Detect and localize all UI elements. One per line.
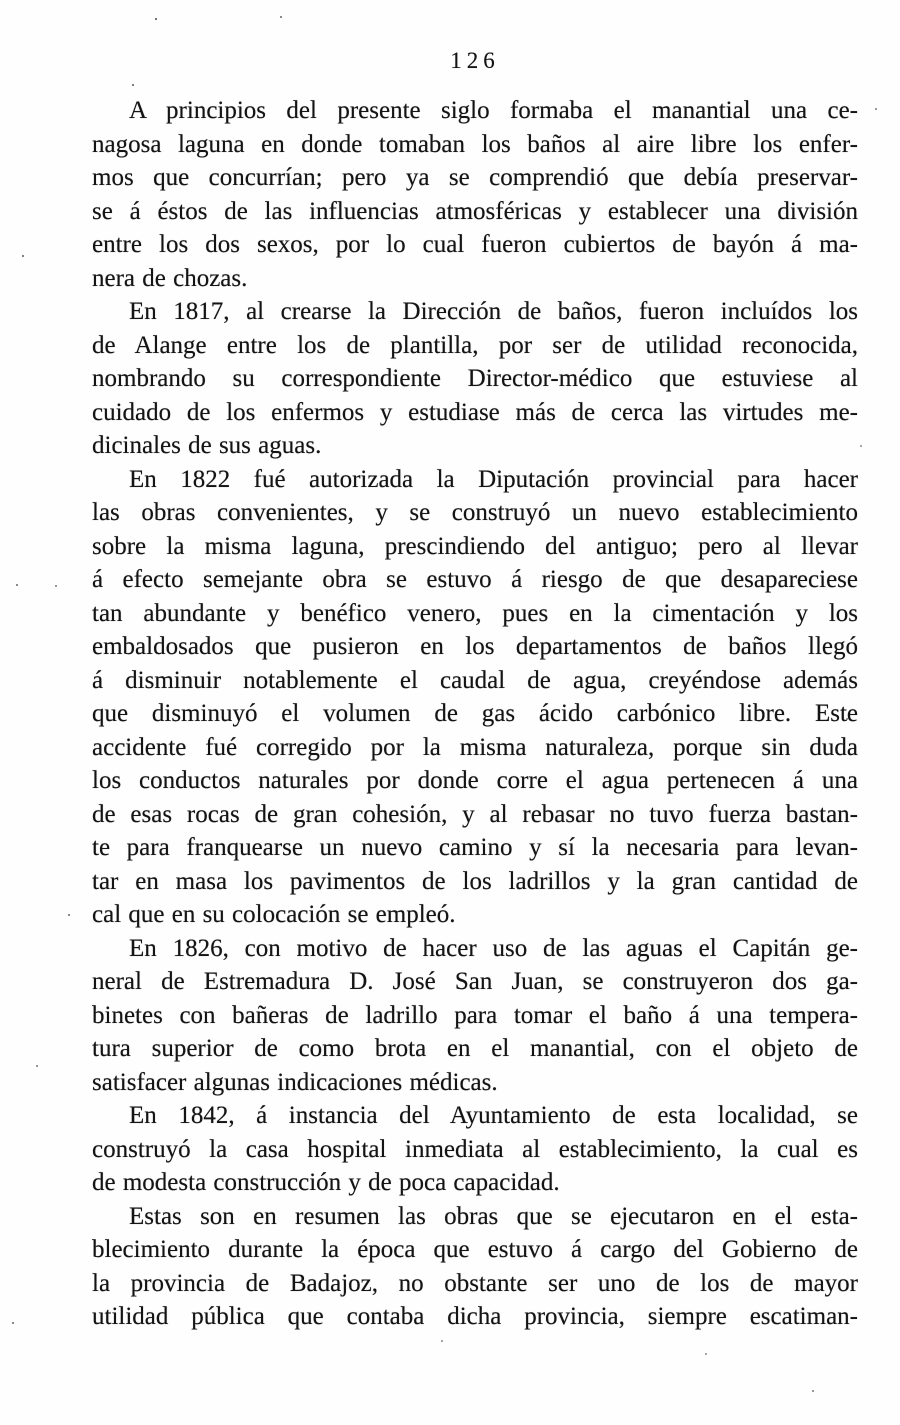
text-line: nera de chozas. <box>92 264 248 292</box>
text-line: tan abundante y benéfico venero, pues en la cimentación y los <box>92 599 858 627</box>
text-line: En 1817, al crearse la Dirección de baños, fueron incluídos los <box>129 298 858 325</box>
text-line: nombrando su correspondiente Director-médico que estuviese al <box>92 365 858 392</box>
text-line: En 1842, á instancia del Ayuntamiento de esta localidad, se <box>129 1102 858 1129</box>
text-line: En 1826, con motivo de hacer uso de las aguas el Capitán ge- <box>129 934 858 962</box>
text-line: sobre la misma laguna, prescindiendo del antiguo; pero al llevar <box>92 532 858 560</box>
text-line: accidente fué corregido por la misma naturaleza, porque sin duda <box>92 733 858 761</box>
paragraph <box>92 1099 858 1200</box>
text-line: embaldosados que pusieron en los departamentos de baños llegó <box>92 633 858 660</box>
text-line: cuidado de los enfermos y estudiase más de cerca las virtudes me- <box>92 398 858 426</box>
text-line: de esas rocas de gran cohesión, y al rebasar no tuvo fuerza bastan- <box>92 800 858 828</box>
text-line: neral de Estremadura D. José San Juan, se construyeron dos ga- <box>92 968 858 995</box>
text-line: mos que concurrían; pero ya se comprendió que debía preservar- <box>92 164 858 191</box>
text-line: los conductos naturales por donde corre el agua pertenecen á una <box>92 767 858 794</box>
text-line: tar en masa los pavimentos de los ladrillos y la gran cantidad de <box>92 867 858 895</box>
text-line: te para franquearse un nuevo camino y sí la necesaria para levan- <box>92 834 858 861</box>
text-line: blecimiento durante la época que estuvo á cargo del Gobierno de <box>92 1236 858 1263</box>
text-line: á disminuir notablemente el caudal de agua, creyéndose además <box>92 666 858 694</box>
text-line: construyó la casa hospital inmediata al establecimiento, la cual es <box>92 1135 858 1163</box>
text-line: á efecto semejante obra se estuvo á riesgo de que desapareciese <box>92 566 858 593</box>
paragraph <box>92 463 858 932</box>
text-line: satisfacer algunas indicaciones médicas. <box>92 1068 498 1096</box>
text-line: de modesta construcción y de poca capacidad. <box>92 1169 560 1196</box>
text-line: que disminuyó el volumen de gas ácido carbónico libre. Este <box>92 700 858 727</box>
text-line: binetes con bañeras de ladrillo para tomar el baño á una tempera- <box>92 1001 858 1029</box>
paragraph <box>92 94 858 295</box>
text-line: Estas son en resumen las obras que se ejecutaron en el esta- <box>129 1202 858 1230</box>
page-number: 126 <box>450 48 500 73</box>
text-line: las obras convenientes, y se construyó un nuevo establecimiento <box>92 499 858 526</box>
paragraph <box>92 932 858 1100</box>
paragraph <box>92 295 858 463</box>
text-block <box>92 94 858 1334</box>
text-line: dicinales de sus aguas. <box>92 432 322 459</box>
text-line: nagosa laguna en donde tomaban los baños al aire libre los enfer- <box>92 130 858 158</box>
text-line: A principios del presente siglo formaba el manantial una ce- <box>129 97 858 124</box>
text-line: utilidad pública que contaba dicha provincia, siempre escatiman- <box>92 1303 858 1330</box>
text-line: entre los dos sexos, por lo cual fueron cubiertos de bayón á ma- <box>92 231 858 258</box>
text-line: de Alange entre los de plantilla, por ser de utilidad reconocida, <box>92 331 858 359</box>
paragraph <box>92 1200 858 1334</box>
text-line: tura superior de como brota en el manantial, con el objeto de <box>92 1035 858 1062</box>
text-line: se á éstos de las influencias atmosféricas y establecer una división <box>92 197 858 225</box>
text-line: En 1822 fué autorizada la Diputación provincial para hacer <box>129 465 858 493</box>
scan-noise-speckles <box>0 0 2 2</box>
text-line: la provincia de Badajoz, no obstante ser uno de los de mayor <box>92 1269 858 1297</box>
text-line: cal que en su colocación se empleó. <box>92 901 456 928</box>
